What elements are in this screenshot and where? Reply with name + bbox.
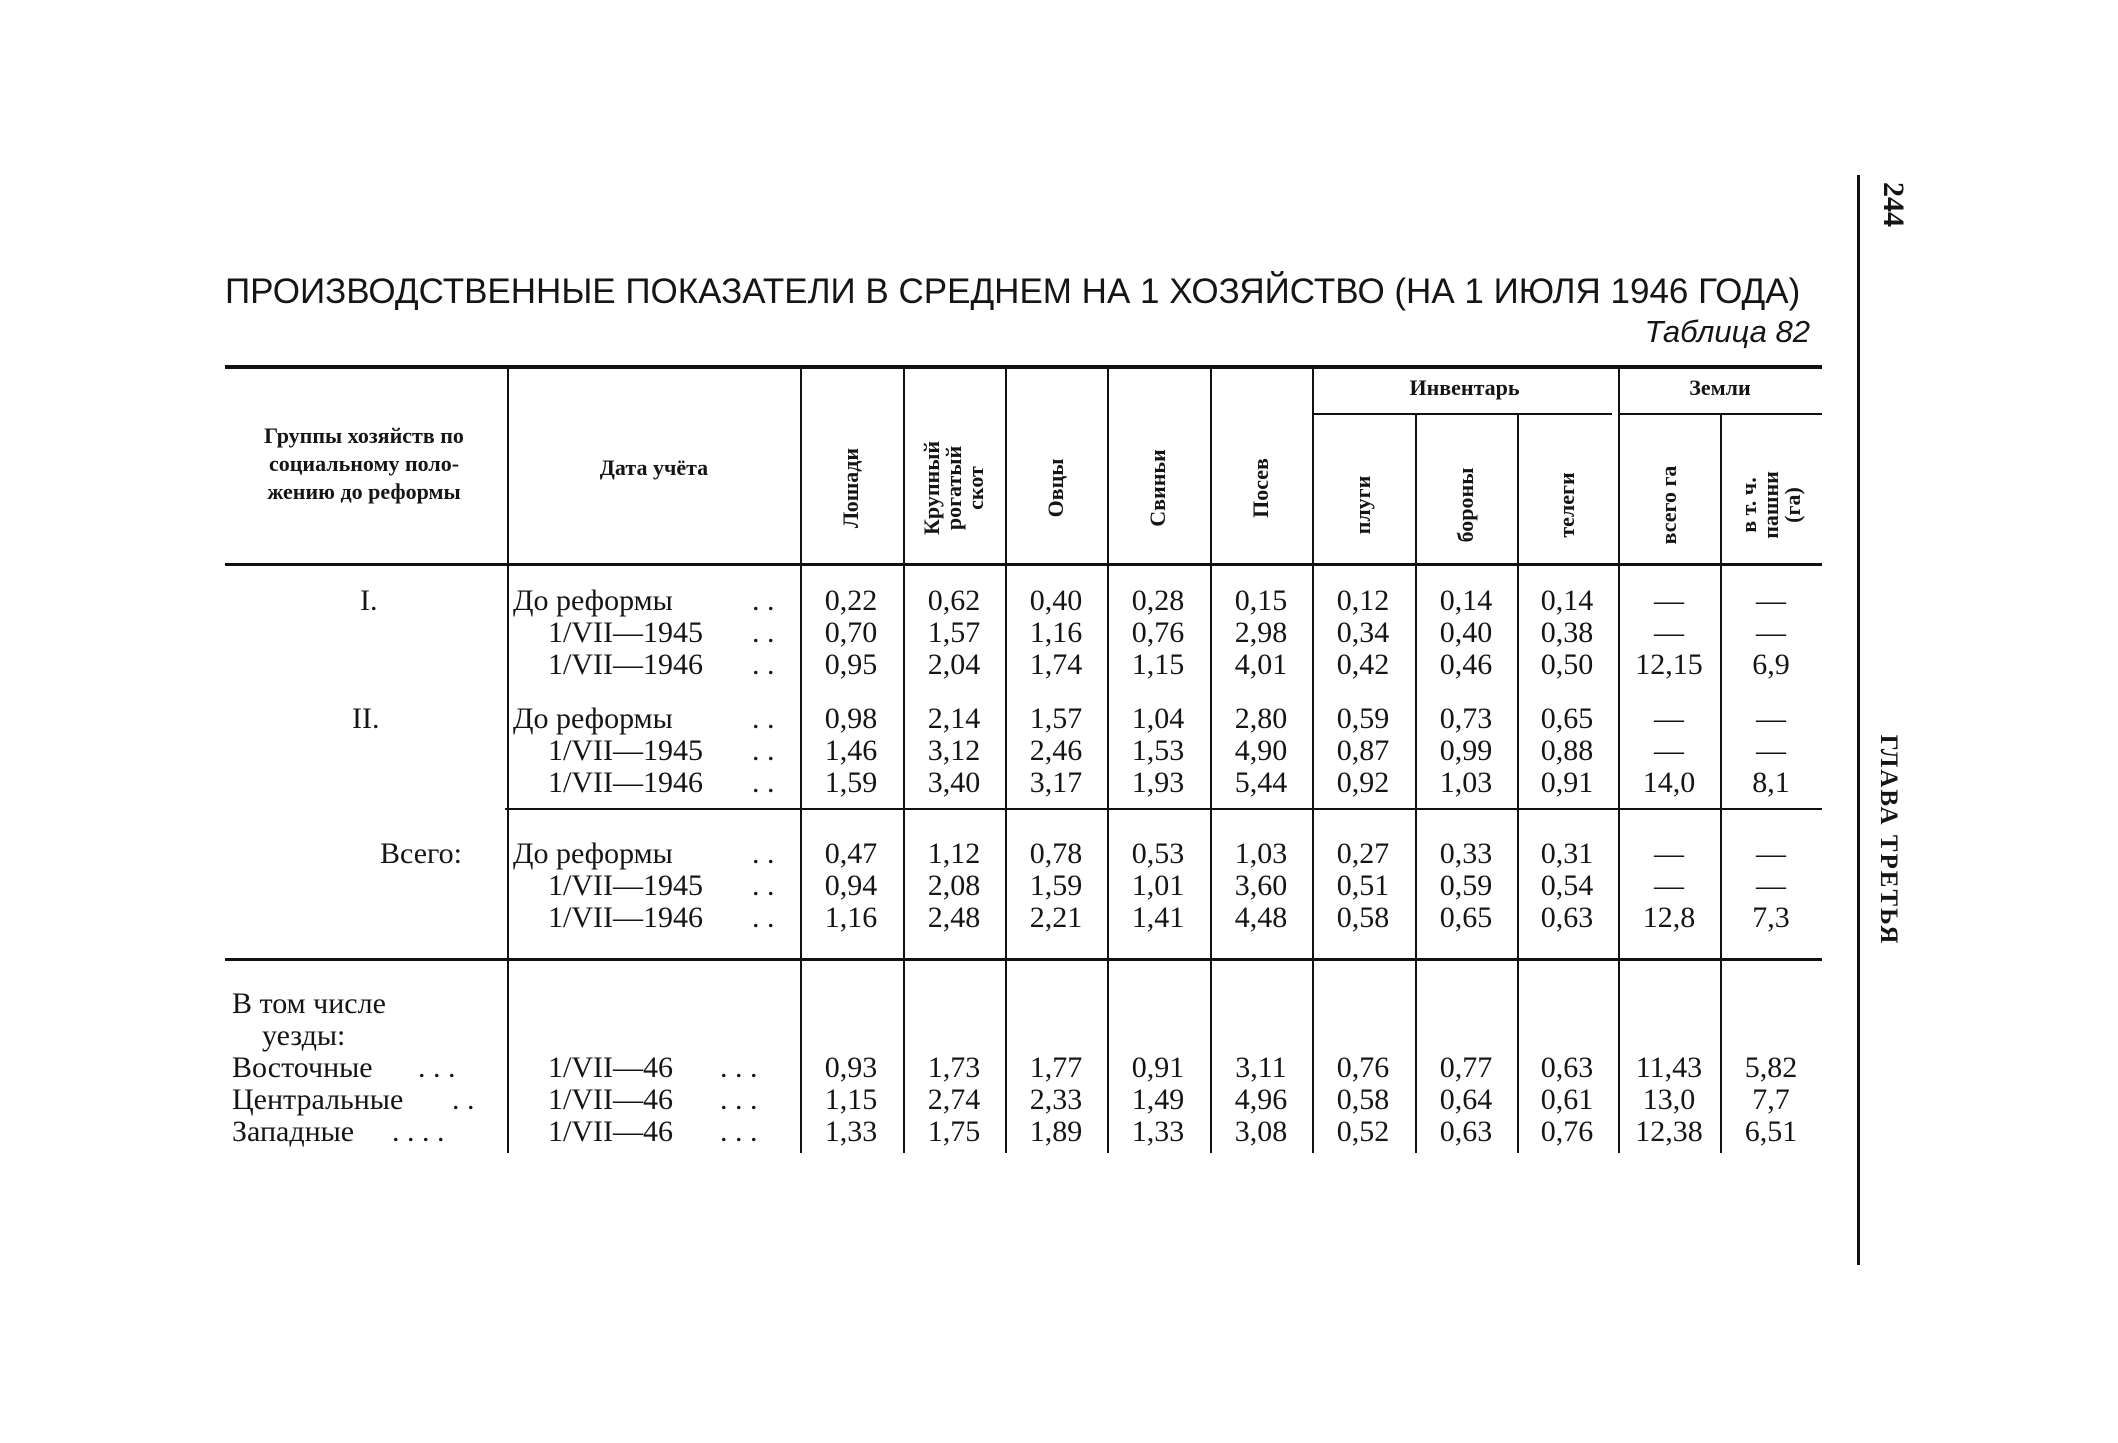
value-cell: 1,53 bbox=[1131, 734, 1185, 767]
value-cell: 0,76 bbox=[1540, 1115, 1594, 1148]
header-group: Группы хозяйств по социальному поло- жению до реформы bbox=[264, 423, 464, 504]
date-cell: 1/VII—46 bbox=[548, 1115, 673, 1148]
value-cell: — bbox=[1654, 616, 1684, 649]
value-cell: — bbox=[1756, 869, 1786, 902]
value-cell: 4,96 bbox=[1234, 1083, 1288, 1116]
header-sheep: Овцы bbox=[1043, 458, 1068, 518]
value-cell: 0,59 bbox=[1439, 869, 1493, 902]
date-cell: 1/VII—46 bbox=[548, 1083, 673, 1116]
value-cell: 0,22 bbox=[824, 584, 878, 617]
dot-leader: . . . bbox=[720, 1051, 758, 1084]
group-label: II. bbox=[352, 702, 380, 735]
value-cell: 0,91 bbox=[1131, 1051, 1185, 1084]
value-cell: 0,63 bbox=[1439, 1115, 1493, 1148]
header-land-arable: в т. ч. пашни (га) bbox=[1736, 471, 1805, 539]
value-cell: 0,38 bbox=[1540, 616, 1594, 649]
value-cell: 13,0 bbox=[1642, 1083, 1696, 1116]
col-rule-0 bbox=[507, 368, 509, 1153]
value-cell: 0,40 bbox=[1029, 584, 1083, 617]
group-label-total: Всего: bbox=[380, 837, 462, 870]
value-cell: 1,15 bbox=[1131, 648, 1185, 681]
date-cell: До реформы bbox=[513, 702, 673, 735]
date-cell: До реформы bbox=[513, 837, 673, 870]
value-cell: 0,95 bbox=[824, 648, 878, 681]
value-cell: 1,15 bbox=[824, 1083, 878, 1116]
value-cell: 1,16 bbox=[824, 901, 878, 934]
value-cell: 0,58 bbox=[1336, 901, 1390, 934]
date-cell: 1/VII—46 bbox=[548, 1051, 673, 1084]
value-cell: — bbox=[1756, 584, 1786, 617]
value-cell: 12,38 bbox=[1635, 1115, 1703, 1148]
value-cell: 11,43 bbox=[1635, 1051, 1703, 1084]
value-cell: 4,48 bbox=[1234, 901, 1288, 934]
value-cell: 1,93 bbox=[1131, 766, 1185, 799]
value-cell: 4,01 bbox=[1234, 648, 1288, 681]
date-cell: 1/VII—1945 bbox=[548, 869, 703, 902]
header-land: Земли bbox=[1689, 375, 1751, 400]
district-name: Центральные bbox=[232, 1083, 404, 1116]
value-cell: — bbox=[1756, 734, 1786, 767]
value-cell: 0,54 bbox=[1540, 869, 1594, 902]
value-cell: 0,65 bbox=[1540, 702, 1594, 735]
value-cell: 0,63 bbox=[1540, 1051, 1594, 1084]
name-dot-leader: . . bbox=[452, 1083, 475, 1116]
value-cell: — bbox=[1654, 584, 1684, 617]
group-label: I. bbox=[360, 584, 378, 617]
header-harrows: бороны bbox=[1453, 467, 1478, 543]
value-cell: 0,59 bbox=[1336, 702, 1390, 735]
value-cell: 0,53 bbox=[1131, 837, 1185, 870]
value-cell: 1,59 bbox=[824, 766, 878, 799]
value-cell: 3,11 bbox=[1235, 1051, 1287, 1084]
value-cell: 1,33 bbox=[824, 1115, 878, 1148]
value-cell: 0,12 bbox=[1336, 584, 1390, 617]
value-cell: 2,08 bbox=[927, 869, 981, 902]
dot-leader: . . bbox=[752, 869, 775, 902]
header-horses: Лошади bbox=[838, 447, 863, 529]
name-dot-leader: . . . bbox=[418, 1051, 456, 1084]
value-cell: 0,61 bbox=[1540, 1083, 1594, 1116]
value-cell: 0,58 bbox=[1336, 1083, 1390, 1116]
name-dot-leader: . . . . bbox=[392, 1115, 445, 1148]
dot-leader: . . . bbox=[720, 1115, 758, 1148]
value-cell: 0,78 bbox=[1029, 837, 1083, 870]
value-cell: 2,98 bbox=[1234, 616, 1288, 649]
header-date: Дата учёта bbox=[599, 455, 709, 480]
value-cell: 0,34 bbox=[1336, 616, 1390, 649]
value-cell: 0,99 bbox=[1439, 734, 1493, 767]
value-cell: 0,15 bbox=[1234, 584, 1288, 617]
district-name: Восточные bbox=[232, 1051, 373, 1084]
value-cell: 0,40 bbox=[1439, 616, 1493, 649]
value-cell: 3,60 bbox=[1234, 869, 1288, 902]
page-number: 244 bbox=[1877, 182, 1910, 227]
value-cell: 2,21 bbox=[1029, 901, 1083, 934]
dot-leader: . . . bbox=[720, 1083, 758, 1116]
dot-leader: . . bbox=[752, 734, 775, 767]
value-cell: 1,12 bbox=[927, 837, 981, 870]
value-cell: 2,80 bbox=[1234, 702, 1288, 735]
value-cell: — bbox=[1756, 616, 1786, 649]
value-cell: 0,93 bbox=[824, 1051, 878, 1084]
value-cell: 0,27 bbox=[1336, 837, 1390, 870]
header-carts: телеги bbox=[1554, 472, 1579, 538]
districts-heading-2: уезды: bbox=[262, 1019, 346, 1052]
value-cell: 1,57 bbox=[1029, 702, 1083, 735]
value-cell: 1,01 bbox=[1131, 869, 1185, 902]
value-cell: — bbox=[1654, 734, 1684, 767]
value-cell: 0,65 bbox=[1439, 901, 1493, 934]
value-cell: 0,92 bbox=[1336, 766, 1390, 799]
value-cell: 0,88 bbox=[1540, 734, 1594, 767]
value-cell: 1,16 bbox=[1029, 616, 1083, 649]
value-cell: 0,14 bbox=[1540, 584, 1594, 617]
value-cell: 0,33 bbox=[1439, 837, 1493, 870]
date-cell: 1/VII—1945 bbox=[548, 616, 703, 649]
value-cell: — bbox=[1654, 837, 1684, 870]
running-head-text: ГЛАВА ТРЕТЬЯ bbox=[1875, 734, 1902, 946]
value-cell: 0,73 bbox=[1439, 702, 1493, 735]
value-cell: 1,89 bbox=[1029, 1115, 1083, 1148]
value-cell: 6,9 bbox=[1752, 648, 1790, 681]
header-ploughs: плуги bbox=[1350, 475, 1375, 535]
value-cell: 6,51 bbox=[1744, 1115, 1798, 1148]
value-cell: 1,03 bbox=[1439, 766, 1493, 799]
districts-top-rule bbox=[225, 958, 1822, 961]
value-cell: 0,87 bbox=[1336, 734, 1390, 767]
value-cell: 0,98 bbox=[824, 702, 878, 735]
inventory-rule bbox=[1312, 413, 1612, 415]
value-cell: 0,64 bbox=[1439, 1083, 1493, 1116]
date-cell: 1/VII—1946 bbox=[548, 901, 703, 934]
value-cell: 2,46 bbox=[1029, 734, 1083, 767]
value-cell: 0,52 bbox=[1336, 1115, 1390, 1148]
dot-leader: . . bbox=[752, 648, 775, 681]
value-cell: — bbox=[1756, 837, 1786, 870]
value-cell: 1,04 bbox=[1131, 702, 1185, 735]
value-cell: — bbox=[1654, 869, 1684, 902]
value-cell: 5,44 bbox=[1234, 766, 1288, 799]
value-cell: 0,46 bbox=[1439, 648, 1493, 681]
value-cell: 0,28 bbox=[1131, 584, 1185, 617]
value-cell: 2,74 bbox=[927, 1083, 981, 1116]
value-cell: 2,04 bbox=[927, 648, 981, 681]
value-cell: 1,03 bbox=[1234, 837, 1288, 870]
value-cell: 0,51 bbox=[1336, 869, 1390, 902]
value-cell: 0,76 bbox=[1336, 1051, 1390, 1084]
value-cell: 1,33 bbox=[1131, 1115, 1185, 1148]
table-caption: Таблица 82 bbox=[1644, 314, 1810, 349]
value-cell: 0,31 bbox=[1540, 837, 1594, 870]
date-cell: 1/VII—1946 bbox=[548, 648, 703, 681]
value-cell: 1,59 bbox=[1029, 869, 1083, 902]
value-cell: 1,75 bbox=[927, 1115, 981, 1148]
value-cell: 1,57 bbox=[927, 616, 981, 649]
value-cell: 1,41 bbox=[1131, 901, 1185, 934]
value-cell: 7,7 bbox=[1752, 1083, 1790, 1116]
value-cell: 0,47 bbox=[824, 837, 878, 870]
value-cell: 0,91 bbox=[1540, 766, 1594, 799]
header-inventory: Инвентарь bbox=[1409, 375, 1520, 400]
date-cell: 1/VII—1945 bbox=[548, 734, 703, 767]
right-margin-rule bbox=[1857, 175, 1860, 1265]
section-rule-1 bbox=[505, 808, 1822, 810]
value-cell: 0,50 bbox=[1540, 648, 1594, 681]
value-cell: 12,8 bbox=[1642, 901, 1696, 934]
districts-heading-1: В том числе bbox=[232, 987, 386, 1020]
dot-leader: . . bbox=[752, 901, 775, 934]
value-cell: 2,48 bbox=[927, 901, 981, 934]
value-cell: 1,73 bbox=[927, 1051, 981, 1084]
dot-leader: . . bbox=[752, 837, 775, 870]
value-cell: 1,49 bbox=[1131, 1083, 1185, 1116]
value-cell: 4,90 bbox=[1234, 734, 1288, 767]
value-cell: 0,14 bbox=[1439, 584, 1493, 617]
header-land-total: всего га bbox=[1656, 465, 1681, 545]
table-top-rule bbox=[225, 365, 1822, 369]
date-cell: До реформы bbox=[513, 584, 673, 617]
dot-leader: . . bbox=[752, 766, 775, 799]
header-bottom-rule bbox=[225, 563, 1822, 566]
table-title: ПРОИЗВОДСТВЕННЫЕ ПОКАЗАТЕЛИ В СРЕДНЕМ НА 1 ХОЗЯЙСТВО (НА 1 ИЮЛЯ 1946 ГОДА) bbox=[225, 272, 1801, 311]
dot-leader: . . bbox=[752, 702, 775, 735]
value-cell: 1,77 bbox=[1029, 1051, 1083, 1084]
value-cell: 0,94 bbox=[824, 869, 878, 902]
value-cell: 0,62 bbox=[927, 584, 981, 617]
value-cell: 3,17 bbox=[1029, 766, 1083, 799]
value-cell: 3,12 bbox=[927, 734, 981, 767]
value-cell: 2,33 bbox=[1029, 1083, 1083, 1116]
value-cell: 0,70 bbox=[824, 616, 878, 649]
value-cell: 0,63 bbox=[1540, 901, 1594, 934]
value-cell: 7,3 bbox=[1752, 901, 1790, 934]
dot-leader: . . bbox=[752, 584, 775, 617]
value-cell: 8,1 bbox=[1752, 766, 1790, 799]
value-cell: 2,14 bbox=[927, 702, 981, 735]
value-cell: 14,0 bbox=[1642, 766, 1696, 799]
value-cell: 1,74 bbox=[1029, 648, 1083, 681]
district-name: Западные bbox=[232, 1115, 355, 1148]
dot-leader: . . bbox=[752, 616, 775, 649]
header-pigs: Свиньи bbox=[1145, 449, 1170, 527]
value-cell: 5,82 bbox=[1744, 1051, 1798, 1084]
value-cell: — bbox=[1756, 702, 1786, 735]
header-cattle: Крупный рогатый скот bbox=[919, 440, 988, 536]
value-cell: 12,15 bbox=[1635, 648, 1703, 681]
date-cell: 1/VII—1946 bbox=[548, 766, 703, 799]
value-cell: 3,40 bbox=[927, 766, 981, 799]
value-cell: 0,42 bbox=[1336, 648, 1390, 681]
header-sowing: Посев bbox=[1248, 458, 1273, 518]
value-cell: 1,46 bbox=[824, 734, 878, 767]
value-cell: 0,76 bbox=[1131, 616, 1185, 649]
value-cell: — bbox=[1654, 702, 1684, 735]
value-cell: 3,08 bbox=[1234, 1115, 1288, 1148]
value-cell: 0,77 bbox=[1439, 1051, 1493, 1084]
